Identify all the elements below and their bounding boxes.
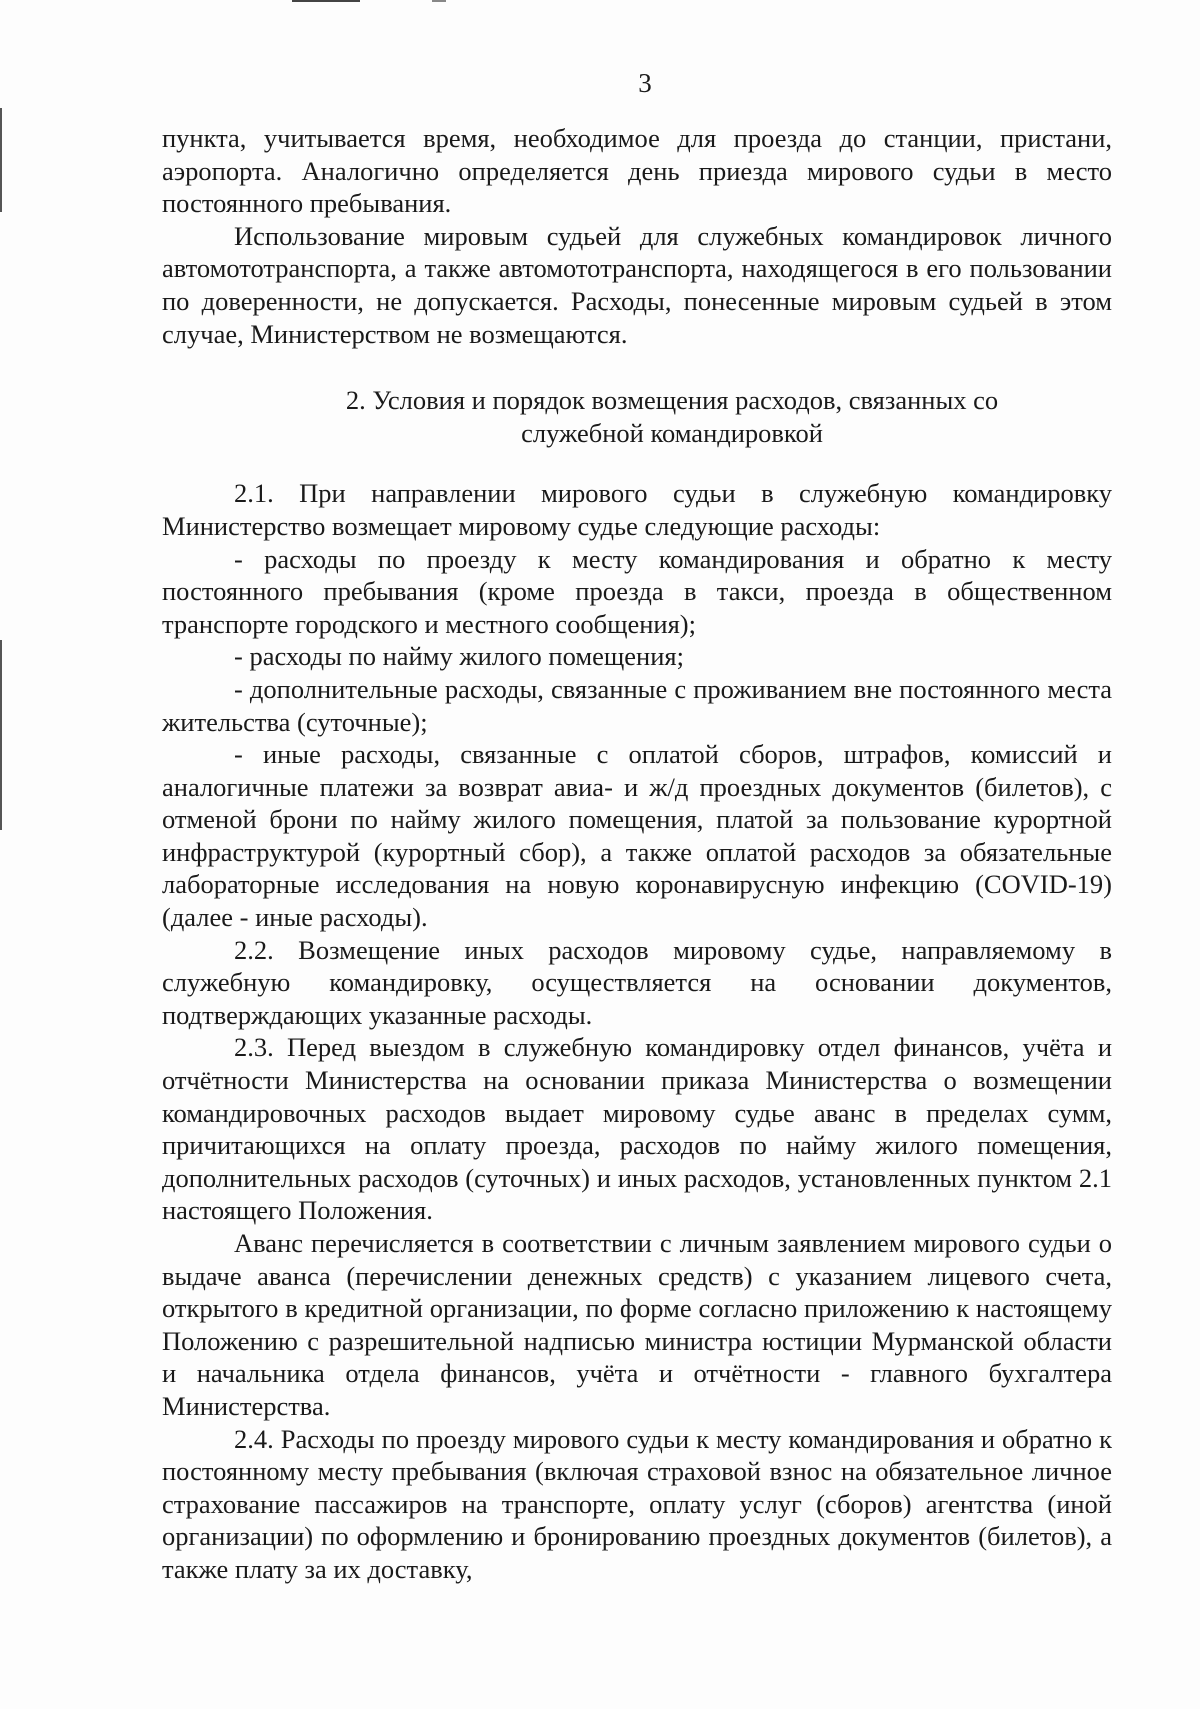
paragraph-2-2: 2.2. Возмещение иных расходов мировому судье, направляемому в служебную командировку, осуществляется на основании документов, подтверждающих указанные расходы.: [162, 934, 1112, 1030]
paragraph-advance: Аванс перечисляется в соответствии с личным заявлением мирового судьи о выдаче аванса (перечислении денежных средств) с указанием лицевого счета, открытого в кредитной организации, по форме согласно приложению к настоящему Положению с разрешительной надписью министра юстиции Мурманской области и начальника отдела финансов, учёта и отчётности - главного бухгалтера Министерства.: [162, 1228, 1112, 1421]
list-item-other-expenses: - иные расходы, связанные с оплатой сборов, штрафов, комиссий и аналогичные платежи за возврат авиа- и ж/д проездных документов (билетов), с отменой брони по найму жилого помещения, платой за пользование курортной инфраструктурой (курортный сбор), а также оплатой расходов за обязательные лабораторные исследования на новую коронавирусную инфекцию (COVID-19) (далее - иные расходы).: [162, 739, 1112, 933]
list-item-travel-expenses: - расходы по проезду к месту командирования и обратно к месту постоянного пребывания (кроме проезда в такси, проезда в общественном транспорте городского и местного сообщения);: [162, 543, 1112, 639]
scan-mark-left-edge-1: [0, 108, 2, 212]
list-item-daily-allowance: - дополнительные расходы, связанные с проживанием вне постоянного места жительства (суточные);: [162, 673, 1112, 737]
document-body: [162, 122, 1112, 1586]
paragraph-2-3: 2.3. Перед выездом в служебную командировку отдел финансов, учёта и отчётности Министерства на основании приказа Министерства о возмещении командировочных расходов выдает мировому судье аванс в пределах сумм, причитающихся на оплату проезда, расходов по найму жилого помещения, дополнительных расходов (суточных) и иных расходов, установленных пунктом 2.1 настоящего Положения.: [162, 1032, 1112, 1226]
paragraph-continuation: пункта, учитывается время, необходимое для проезда до станции, пристани, аэропорта. Аналогично определяется день приезда мирового судьи в место постоянного пребывания.: [162, 123, 1112, 219]
page-number: 3: [638, 68, 652, 98]
section-heading-line-1: 2. Условия и порядок возмещения расходов, связанных со: [345, 385, 999, 416]
paragraph-2-1: 2.1. При направлении мирового судьи в служебную командировку Министерство возмещает мировому судье следующие расходы:: [162, 478, 1112, 541]
scan-mark-top-left: [292, 0, 360, 2]
scan-mark-left-edge-2: [0, 640, 2, 830]
list-item-housing-expenses: - расходы по найму жилого помещения;: [234, 641, 684, 672]
paragraph-2-4: 2.4. Расходы по проезду мирового судьи к месту командирования и обратно к постоянному месту пребывания (включая страховой взнос на обязательное личное страхование пассажиров на транспорте, оплату услуг (сборов) агентства (иной организации) по оформлению и бронированию проездных документов (билетов), а также плату за их доставку,: [162, 1423, 1112, 1584]
paragraph-vehicle-use: Использование мировым судьей для служебных командировок личного автомототранспорта, а также автомототранспорта, находящегося в его пользовании по доверенности, не допускается. Расходы, понесенные мировым судьей в этом случае, Министерством не возмещаются.: [162, 220, 1112, 349]
section-heading: [162, 384, 1112, 449]
scan-mark-top-center: [432, 0, 446, 2]
section-heading-line-2: служебной командировкой: [521, 417, 823, 448]
